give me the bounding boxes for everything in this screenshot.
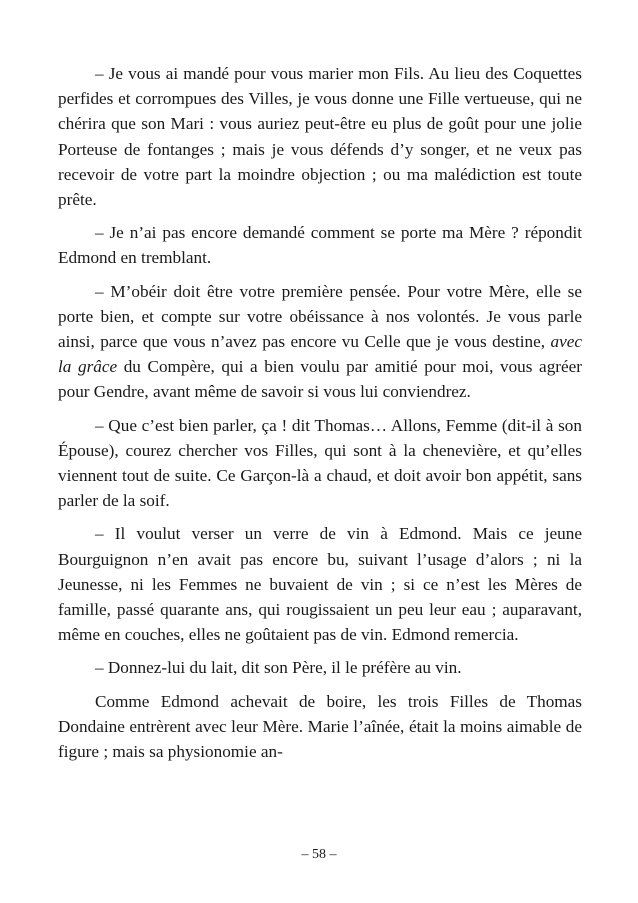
paragraph-2: – Je n’ai pas encore demandé comment se porte ma Mère ? répondit Edmond en tremblant. <box>58 223 582 268</box>
paragraph-4: – Que c’est bien parler, ça ! dit Thomas… Allons, Femme (dit-il à son Épouse), courez chercher vos Filles, qui sont à la chenevière, et qu’elles viennent tout de suite. Ce Garçon-là a chaud, et doit avoir bon appétit, sans parler de la soif. <box>58 415 582 511</box>
paragraph-7: Comme Edmond achevait de boire, les trois Filles de Thomas Dondaine entrèrent avec leur Mère. Marie l’aînée, était la moins aimable de figure ; mais sa physionomie an- <box>58 691 582 762</box>
paragraph-5: – Il voulut verser un verre de vin à Edmond. Mais ce jeune Bourguignon n’en avait pas encore bu, suivant l’usage d’alors ; ni la Jeunesse, ni les Femmes ne buvaient de vin ; si ce n’est les Mères de famille, passé quarante ans, qui rougissaient un peu leur eau ; auparavant, même en couches, elles ne goûtaient pas de vin. Edmond remercia. <box>58 524 582 645</box>
paragraph-3-text-before: – M’obéir doit être votre première pensée. Pour votre Mère, elle se porte bien, et compte sur votre obéissance à nos volontés. Je vous parle ainsi, parce que vous n’avez pas encore vu Celle que je vous destine, <box>58 281 582 352</box>
paragraph-1: – Je vous ai mandé pour vous marier mon Fils. Au lieu des Coquettes perfides et corrompues des Villes, je vous donne une Fille vertueuse, qui ne chérira que son Mari : vous auriez peut-être eu plus de goût pour une jolie Porteuse de fontanges ; mais je vous défends d’y songer, et ne veux pas recevoir de votre part la moindre objection ; ou ma malédiction est toute prête. <box>58 64 582 210</box>
paragraph-6: – Donnez-lui du lait, dit son Père, il le préfère au vin. <box>95 658 462 678</box>
paragraph-3 <box>58 279 582 405</box>
page-number: – 58 – <box>301 847 337 862</box>
paragraph-3-text-after: du Compère, qui a bien voulu par amitié pour moi, vous agréer pour Gendre, avant même de savoir si vous lui conviendrez. <box>58 357 582 402</box>
page-body <box>58 61 582 764</box>
paragraph-3-italic-phrase: avec la grâce <box>58 332 582 377</box>
